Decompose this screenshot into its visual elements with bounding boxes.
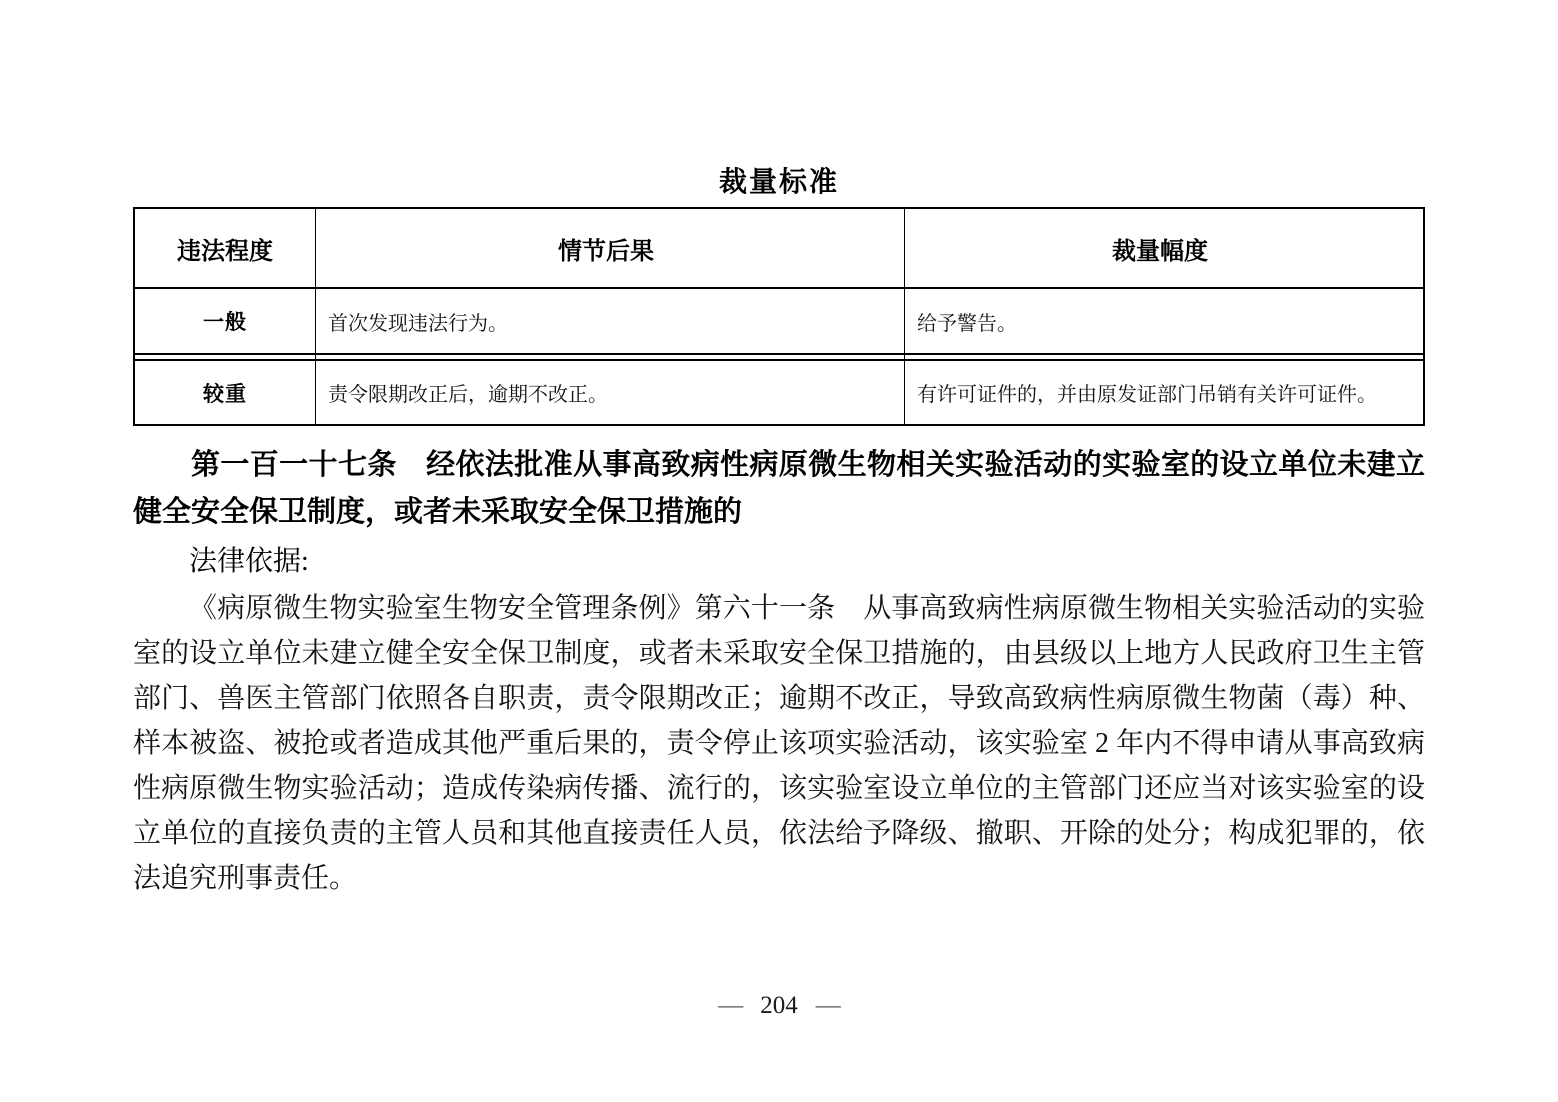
row-degree: 较重 [135,361,316,424]
row-circumstance: 责令限期改正后，逾期不改正。 [316,361,905,424]
page-number-value: 204 [760,992,798,1019]
row-range: 给予警告。 [917,312,1017,335]
row-circumstance: 首次发现违法行为。 [316,289,905,353]
table-row [135,289,1423,355]
row-degree: 一般 [135,289,316,353]
table-header-row [135,209,1423,289]
row-range: 有许可证件的，并由原发证部门吊销有关许可证件。 [917,384,1377,406]
discretion-standards-table [133,207,1425,426]
header-discretion-range: 裁量幅度 [1112,237,1208,265]
header-violation-degree: 违法程度 [135,209,316,287]
page-number-dash-left: — [718,992,743,1019]
legal-basis-text: 《病原微生物实验室生物安全管理条例》第六十一条 从事高致病性病原微生物相关实验活动的实验室的设立单位未建立健全安全保卫制度，或者未采取安全保卫措施的，由县级以上地方人民政府卫生主管部门、兽医主管部门依照各自职责，责令限期改正；逾期不改正，导致高致病性病原微生物菌（毒）种、样本被盗、被抢或者造成其他严重后果的，责令停止该项实验活动，该实验室 2 年内不得申请从事高致病性病原微生物实验活动；造成传染病传播、流行的，该实验室设立单位的主管部门还应当对该实验室的设立单位的直接负责的主管人员和其他直接责任人员，依法给予降级、撤职、开除的处分；构成犯罪的，依法追究刑事责任。 [133,593,1425,894]
page-number-dash-right: — [815,992,840,1019]
table-row-divider [135,355,1423,359]
document-content [133,0,1425,901]
table-row [135,359,1423,424]
table-title: 裁量标准 [718,166,839,197]
article-heading: 第一百一十七条 经依法批准从事高致病性病原微生物相关实验活动的实验室的设立单位未建立健全安全保卫制度，或者未采取安全保卫措施的 [133,449,1425,528]
legal-basis-label: 法律依据: [189,546,309,577]
header-circumstance-consequence: 情节后果 [316,209,905,287]
page-number [0,992,1558,1020]
